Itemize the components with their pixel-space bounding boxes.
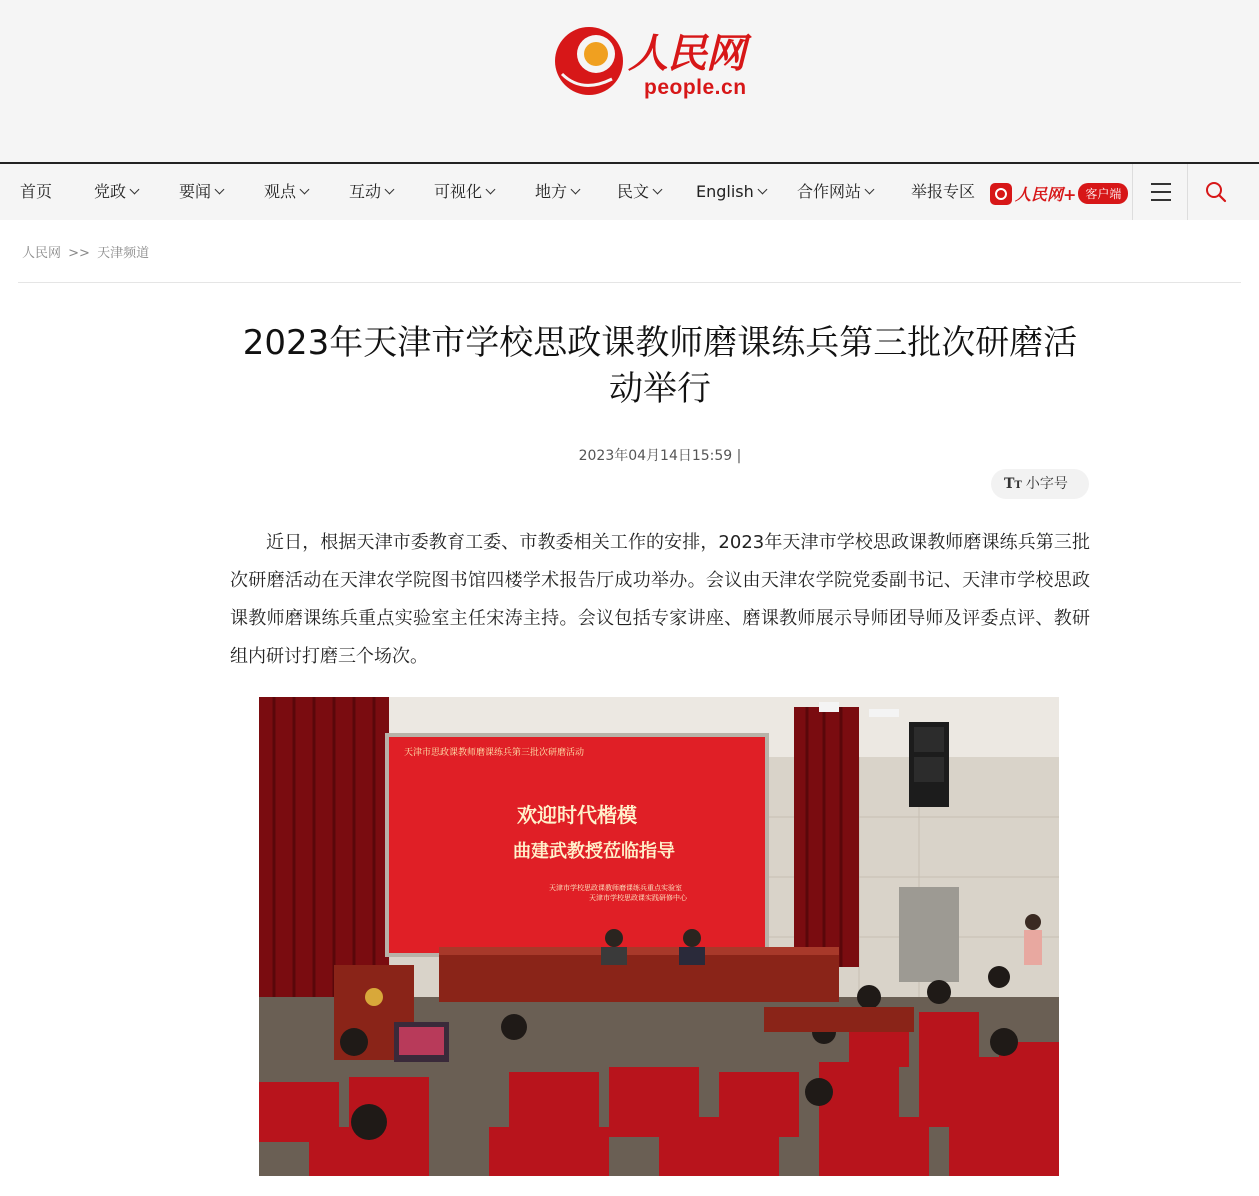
app-brand: 人民网+ [1015, 185, 1077, 204]
nav-item-home[interactable] [20, 164, 52, 220]
nav-item-party[interactable] [94, 164, 138, 220]
nav-item-visual[interactable] [434, 164, 494, 220]
font-size-icon: TT [1004, 476, 1022, 492]
chevron-down-icon [130, 185, 140, 195]
screen-text-guest: 曲建武教授莅临指导 [513, 841, 675, 862]
hamburger-icon [1151, 191, 1171, 193]
breadcrumb-separator: >> [68, 246, 90, 261]
font-toggle-label: 小字号 [1025, 476, 1068, 492]
article-meta [230, 445, 1090, 465]
logo-text-cn: 人民网 [628, 30, 745, 77]
people-app-icon [990, 183, 1012, 205]
nav-label: 观点 [264, 182, 297, 201]
article-paragraph: 近日，根据天津市委教育工委、市教委相关工作的安排，2023年天津市学校思政课教师磨课练兵第三批次研磨活动在天津农学院图书馆四楼学术报告厅成功举办。会议由天津农学院党委副书记、天津市学校思政课教师磨课练兵重点实验室主任宋涛主持。会议包括专家讲座、磨课教师展示导师团导师及评委点评、教研组内研讨打磨三个场次。 [230, 532, 1090, 667]
breadcrumb-channel-link[interactable]: 天津频道 [97, 246, 150, 261]
screen-text-org2: 天津市学校思政课实践研修中心 [589, 894, 687, 902]
nav-label: 要闻 [179, 182, 212, 201]
screen-text-org1: 天津市学校思政课教师磨课练兵重点实验室 [549, 884, 682, 892]
nav-label: English [696, 182, 754, 201]
nav-item-report[interactable] [911, 164, 975, 220]
nav-label: 民文 [617, 182, 650, 201]
divider [18, 282, 1241, 283]
chevron-down-icon [757, 185, 767, 195]
article-title: 2023年天津市学校思政课教师磨课练兵第三批次研磨活动举行 [242, 323, 1078, 409]
chevron-down-icon [215, 185, 225, 195]
conference-photo [259, 697, 1059, 1176]
screen-text-top: 天津市思政课教师磨课练兵第三批次研磨活动 [404, 748, 585, 758]
chevron-down-icon [571, 185, 581, 195]
chevron-down-icon [653, 185, 663, 195]
main-nav [0, 162, 1259, 220]
nav-item-minority[interactable] [617, 164, 661, 220]
people-logo[interactable] [552, 20, 767, 100]
logo-text-en: people.cn [644, 76, 747, 99]
nav-item-interact[interactable] [349, 164, 393, 220]
site-header [0, 0, 1259, 162]
nav-label: 互动 [349, 182, 382, 201]
article-datetime: 2023年04月14日15:59 [578, 448, 733, 464]
breadcrumb [22, 242, 149, 261]
app-download-badge[interactable] [990, 182, 1128, 206]
nav-item-english[interactable] [696, 164, 766, 220]
nav-label: 可视化 [434, 182, 483, 201]
nav-item-local[interactable] [535, 164, 579, 220]
nav-label: 地方 [535, 182, 568, 201]
article-photo [259, 697, 1059, 1176]
breadcrumb-home-link[interactable]: 人民网 [22, 246, 62, 261]
nav-item-partners[interactable] [797, 164, 873, 220]
hamburger-icon [1151, 183, 1171, 185]
nav-item-news[interactable] [179, 164, 223, 220]
font-size-toggle[interactable] [991, 469, 1089, 499]
nav-label: 首页 [20, 182, 53, 201]
chevron-down-icon [486, 185, 496, 195]
nav-label: 合作网站 [797, 182, 862, 201]
chevron-down-icon [865, 185, 875, 195]
nav-label: 举报专区 [911, 182, 976, 201]
logo-emblem-icon [552, 24, 626, 98]
screen-text-welcome: 欢迎时代楷模 [517, 803, 637, 827]
hamburger-button[interactable] [1132, 164, 1188, 220]
nav-label: 党政 [94, 182, 127, 201]
hamburger-icon [1151, 199, 1171, 201]
meta-separator: | [736, 448, 742, 464]
chevron-down-icon [300, 185, 310, 195]
search-button[interactable] [1188, 164, 1244, 220]
nav-item-opinion[interactable] [264, 164, 308, 220]
search-icon [1205, 181, 1227, 203]
app-pill: 客户端 [1078, 183, 1128, 204]
chevron-down-icon [385, 185, 395, 195]
